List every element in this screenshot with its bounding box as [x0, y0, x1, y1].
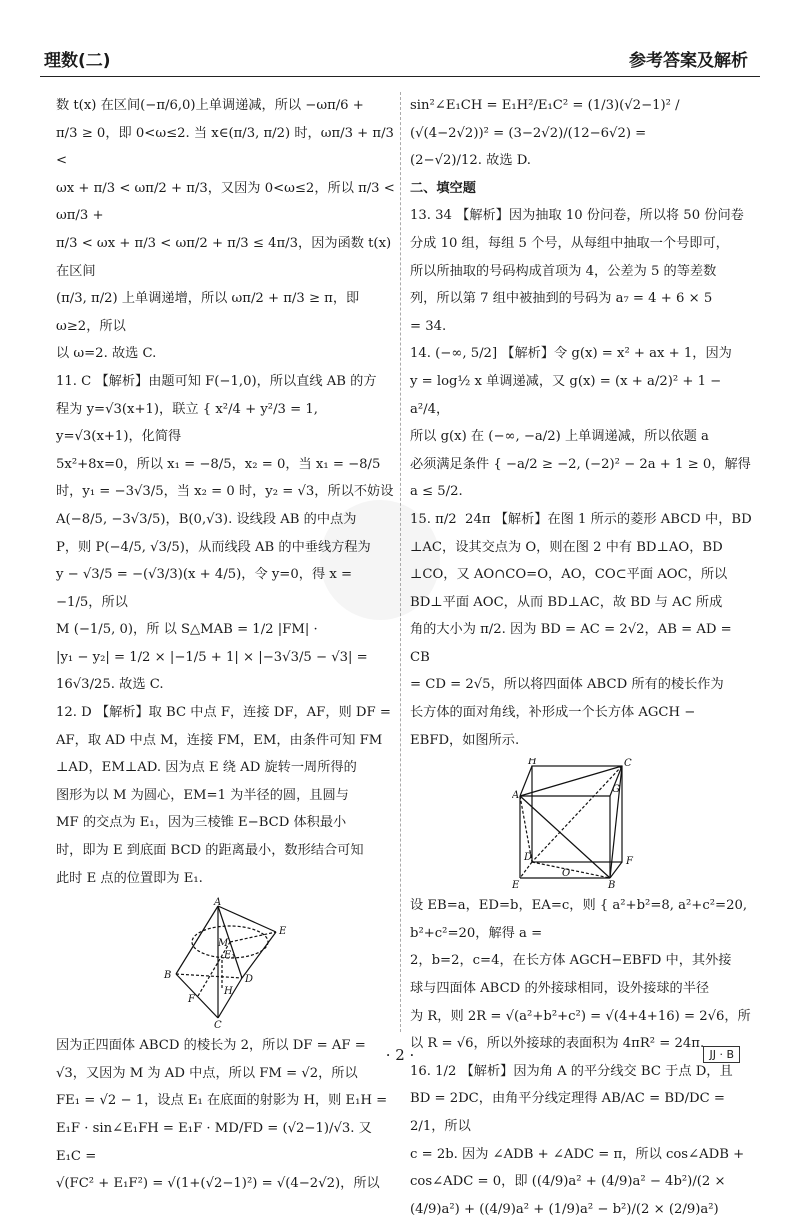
text-line: ωx + π/3 < ωπ/2 + π/3，又因为 0<ω≤2，所以 π/3 < ωπ/3 +	[56, 180, 400, 224]
text-line: 时，即为 E 到底面 BCD 的距离最小，数形结合可知	[56, 843, 364, 859]
edition-code: JJ · B	[703, 1046, 740, 1063]
text-line: ⊥CO，又 AO∩CO=O，AO，CO⊂平面 AOC，所以	[410, 567, 728, 583]
vertex-label: C	[214, 1020, 222, 1029]
header-title: 理数(二)	[44, 51, 111, 71]
text-line: AF，取 AD 中点 M，连接 FM，EM，由条件可知 FM	[56, 732, 383, 748]
cuboid-figure	[512, 758, 652, 888]
text-line: MF 的交点为 E₁，因为三棱锥 E−BCD 体积最小	[56, 815, 347, 831]
text-line: FE₁ = √2 − 1，设点 E₁ 在底面的射影为 H，则 E₁H =	[56, 1093, 388, 1109]
text-line: 设 EB=a，ED=b，EA=c，则 { a²+b²=8, a²+c²=20, b²+c²=20，解得 a =	[410, 898, 752, 941]
text-line: 时，y₁ = −3√3/5，当 x₂ = 0 时，y₂ = √3，所以不妨设	[56, 484, 394, 500]
vertex-label: B	[164, 970, 172, 982]
vertex-label: B	[608, 880, 616, 889]
vertex-label: H	[224, 986, 233, 998]
text-line: 14. (−∞, 5/2] 【解析】令 g(x) = x² + ax + 1，因为	[410, 346, 732, 362]
text-line: 列，所以第 7 组中被抽到的号码为 a₇ = 4 + 6 × 5	[410, 291, 713, 307]
vertex-label: E	[512, 880, 520, 889]
page-number: · 2 ·	[385, 1046, 415, 1064]
text-line: 分成 10 组，每组 5 个号，从每组中抽取一个号即可，	[410, 235, 729, 251]
text-line: EBFD，如图所示.	[410, 732, 520, 748]
text-line: 为 R，则 2R = √(a²+b²+c²) = √(4+4+16) = 2√6，所	[410, 1008, 751, 1024]
text-line: P，则 P(−4/5, √3/5)，从而线段 AB 的中垂线方程为	[56, 539, 371, 555]
text-line: 12. D 【解析】取 BC 中点 F，连接 DF，AF，则 DF =	[56, 705, 391, 721]
vertex-label: E	[279, 926, 287, 938]
text-line: π/3 < ωx + π/3 < ωπ/2 + π/3 ≤ 4π/3，因为函数 t(x) 在区间	[56, 235, 396, 279]
text-line: E₁F · sin∠E₁FH = E₁F · MD/FD = (√2−1)/√3. 又 E₁C =	[56, 1121, 377, 1164]
text-line: = 34.	[410, 318, 447, 334]
text-line: 以 ω=2. 故选 C.	[56, 346, 157, 362]
text-line: c = 2b. 因为 ∠ADB + ∠ADC = π，所以 cos∠ADB +	[410, 1146, 745, 1162]
text-line: 图形为以 M 为圆心，EM=1 为半径的圆，且圆与	[56, 787, 349, 803]
vertex-label: O	[562, 868, 571, 880]
section-heading: 二、填空题	[410, 180, 476, 196]
text-line: 所以 g(x) 在 (−∞, −a/2) 上单调递减，所以依题 a	[410, 429, 709, 445]
text-line: (2−√2)/12. 故选 D.	[410, 153, 531, 169]
text-line: M (−1/5, 0)，所 以 S△MAB = 1/2 |FM| ·	[56, 622, 318, 638]
text-line: π/3 ≥ 0，即 0<ω≤2. 当 x∈(π/3, π/2) 时，ωπ/3 + π/3 <	[56, 125, 399, 169]
text-line: = CD = 2√5，所以将四面体 ABCD 所有的棱长作为	[410, 677, 724, 693]
text-line: 因为正四面体 ABCD 的棱长为 2，所以 DF = AF =	[56, 1038, 366, 1054]
text-line: y − √3/5 = −(√3/3)(x + 4/5)，令 y=0，得 x = −1/5，所以	[56, 567, 357, 610]
text-line: y = log½ x 单调递减，又 g(x) = (x + a/2)² + 1 − a²/4，	[410, 373, 726, 417]
vertex-label: D	[245, 974, 254, 986]
text-line: A(−8/5, −3√3/5)，B(0,√3). 设线段 AB 的中点为	[56, 511, 357, 527]
left-column	[56, 92, 400, 1198]
text-line: 16√3/25. 故选 C.	[56, 677, 164, 693]
text-line: 11. C 【解析】由题可知 F(−1,0)，所以直线 AB 的方	[56, 373, 377, 389]
header-subtitle: 参考答案及解析	[629, 51, 748, 71]
text-line: 角的大小为 π/2. 因为 BD = AC = 2√2，AB = AD = CB	[410, 622, 736, 665]
vertex-label: A	[214, 897, 222, 909]
text-line: 球与四面体 ABCD 的外接球相同，设外接球的半径	[410, 981, 710, 997]
text-line: 数 t(x) 在区间(−π/6,0)上单调递减，所以 −ωπ/6 +	[56, 98, 364, 113]
vertex-label: H	[528, 758, 537, 768]
text-line: 5x²+8x=0，所以 x₁ = −8/5，x₂ = 0，当 x₁ = −8/5	[56, 456, 381, 472]
text-line: 15. π/2 24π 【解析】在图 1 所示的菱形 ABCD 中，BD	[410, 511, 752, 527]
text-line: 此时 E 点的位置即为 E₁.	[56, 870, 203, 886]
text-line: (π/3, π/2) 上单调递增，所以 ωπ/2 + π/3 ≥ π，即 ω≥2，所以	[56, 291, 364, 334]
vertex-label: C	[624, 758, 632, 770]
text-line: √3，又因为 M 为 AD 中点，所以 FM = √2，所以	[56, 1065, 358, 1081]
text-line: |y₁ − y₂| = 1/2 × |−1/5 + 1| × |−3√3/5 − √3| =	[56, 649, 368, 665]
column-divider	[400, 92, 401, 1032]
text-line: 16. 1/2 【解析】因为角 A 的平分线交 BC 于点 D，且	[410, 1063, 733, 1079]
header-rule	[40, 76, 760, 77]
tetrahedron-figure	[158, 896, 298, 1028]
vertex-label: G	[612, 784, 620, 796]
text-line: ⊥AD，EM⊥AD. 因为点 E 绕 AD 旋转一周所得的	[56, 760, 357, 776]
text-line: 13. 34 【解析】因为抽取 10 份问卷，所以将 50 份问卷	[410, 208, 744, 224]
text-line: 程为 y=√3(x+1)，联立 { x²/4 + y²/3 = 1, y=√3(x+1)，化简得	[56, 401, 323, 445]
vertex-label: D	[524, 852, 533, 864]
vertex-label: F	[626, 856, 633, 868]
text-line: BD⊥平面 AOC，从而 BD⊥AC，故 BD 与 AC 所成	[410, 594, 723, 610]
text-line: 长方体的面对角线，补形成一个长方体 AGCH −	[410, 705, 696, 721]
text-line: 所以所抽取的号码构成首项为 4，公差为 5 的等差数	[410, 263, 717, 279]
vertex-label: E₁	[224, 950, 236, 962]
text-line: BD = 2DC，由角平分线定理得 AB/AC = BD/DC = 2/1，所以	[410, 1091, 730, 1134]
text-line: 必须满足条件 { −a/2 ≥ −2, (−2)² − 2a + 1 ≥ 0，解得 a ≤ 5/2.	[410, 456, 756, 500]
vertex-label: A	[512, 790, 520, 802]
text-line: √(FC² + E₁F²) = √(1+(√2−1)²) = √(4−2√2)，所以	[56, 1176, 380, 1192]
text-line: 2，b=2，c=4，在长方体 AGCH−EBFD 中，其外接	[410, 953, 732, 969]
text-line: 以 R = √6，所以外接球的表面积为 4πR² = 24π.	[410, 1036, 705, 1052]
text-line: cos∠ADC = 0，即 ((4/9)a² + (4/9)a² − 4b²)/(2 × (4/9)a²) + ((4/9)a² + (1/9)a² − b²)/(2 × (2/9)a²)	[410, 1174, 730, 1217]
vertex-label: F	[188, 994, 195, 1006]
vertex-label: M	[218, 938, 229, 950]
text-line: ⊥AC，设其交点为 O，则在图 2 中有 BD⊥AO，BD	[410, 539, 723, 555]
text-line: sin²∠E₁CH = E₁H²/E₁C² = (1/3)(√2−1)² / (√(4−2√2))² = (3−2√2)/(12−6√2) =	[410, 98, 684, 141]
